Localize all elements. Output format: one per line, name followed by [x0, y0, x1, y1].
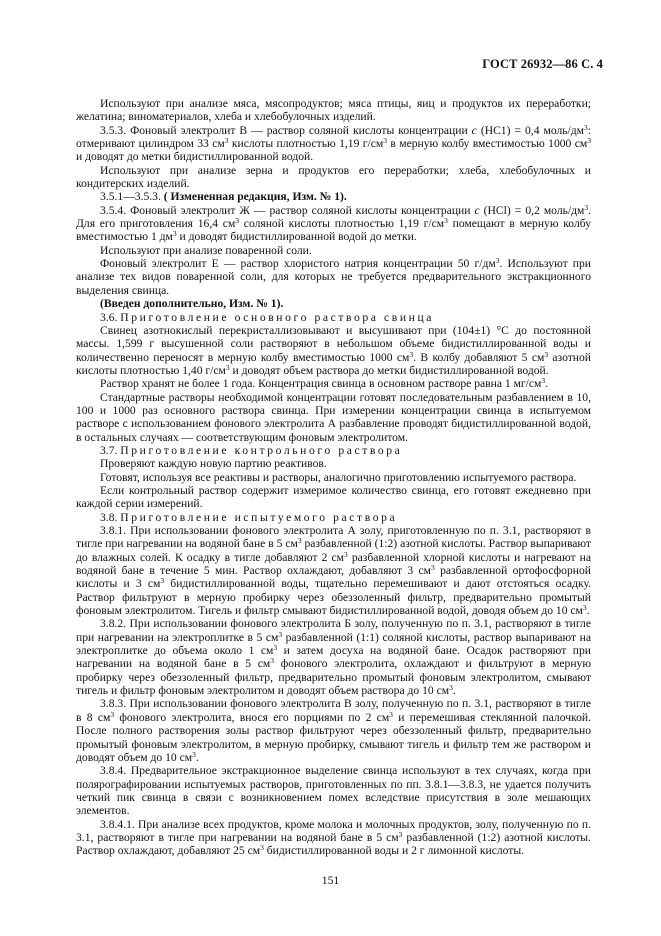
- paragraph: 3.5.3. Фоновый электролит В — раствор соляной кислоты концентрации с (НС1) = 0,4 моль/$дм^3$: отмеривают цилиндром 33 $см^3$ кислоты плотностью 1,19 $г/см^3$ в мерную колбу вместимостью 1000 $см^3$ и доводят до метки бидистиллированной водой.: [76, 122, 591, 164]
- paragraph: Готовят, используя все реактивы и растворы, аналогично приготовлению испытуемого раствора.: [100, 470, 577, 484]
- section-heading: 3.6. Приготовление основного раствора свинца: [100, 310, 435, 324]
- paragraph: Свинец азотнокислый перекристаллизовывают и высушивают при (104±1) °С до постоянной массы. 1,599 г высушенной соли растворяют в небольшом объеме бидистиллированной воды и количественно переносят в мерную колбу вместимостью 1000 $см^3$. В колбу добавляют 5 $см^3$ азотной кислоты плотностью 1,40 $г/см^3$ и доводят объем раствора до метки бидистиллированной водой.: [76, 323, 591, 377]
- paragraph: Используют при анализе зерна и продуктов его переработки; хлеба, хлебобулочных и кондитерских изделий.: [76, 163, 591, 191]
- page-number: 151: [321, 874, 340, 887]
- paragraph: Проверяют каждую новую партию реактивов.: [100, 457, 327, 471]
- paragraph: Стандартные растворы необходимой концентрации готовят последовательным разбавлением в 10, 100 и 1000 раз основного раствора свинца. При измерении концентрации свинца в испытуемом растворе с использованием фонового электролита А разбавление проводят бидистиллированной водой, в остальных случаях — соответствующим фоновым электролитом.: [76, 390, 591, 444]
- section-heading: 3.8. Приготовление испытуемого раствора: [100, 510, 398, 524]
- paragraph: 3.8.2. При использовании фонового электролита Б золу, полученную по п. 3.1, растворяют в тигле при нагревании на электроплитке в 5 $см^3$ разбавленной (1:1) соляной кислоты, раствор выпаривают на электроплитке до объема около 1 $см^3$ и затем досуха на водяной бане. Осадок растворяют при нагревании на водяной бане в 5 $см^3$ фонового электролита, охлаждают и фильтруют в мерную пробирку через обеззоленный фильтр, предварительно промытый фоновым электролитом, смывают тигель и фильтр фоновым электролитом и доводят объем раствора до 10 $см^3$.: [76, 617, 591, 698]
- paragraph: Раствор хранят не более 1 года. Концентрация свинца в основном растворе равна 1 $мг/см^3$.: [100, 376, 549, 391]
- paragraph: 3.8.4.1. При анализе всех продуктов, кроме молока и молочных продуктов, золу, полученную по п. 3.1, растворяют в тигле при нагревании на водяной бане в 5 $см^3$ разбавленной (1:2) азотной кислоты. Раствор охлаждают, добавляют 25 $см^3$ бидистиллированной воды и 2 г лимонной кислоты.: [76, 817, 591, 858]
- paragraph: 3.5.4. Фоновый электролит Ж — раствор соляной кислоты концентрации с (НСl) = 0,2 моль/$дм^3$. Для его приготовления 16,4 $см^3$ соляной кислоты плотностью 1,19 $г/см^3$ помещают в мерную колбу вместимостью 1 $дм^3$ и доводят бидистиллированной водой до метки.: [76, 202, 592, 244]
- paragraph: 3.5.1—3.5.3. ( Измененная редакция, Изм. № 1).: [100, 190, 347, 204]
- paragraph: (Введен дополнительно, Изм. № 1).: [100, 297, 284, 311]
- paragraph: Если контрольный раствор содержит измеримое количество свинца, его готовят ежедневно при каждой серии измерений.: [76, 483, 591, 511]
- paragraph: 3.8.3. При использовании фонового электролита В золу, полученную по п. 3.1, растворяют в тигле в 8 $см^3$ фонового электролита, внося его порциями по 2 $см^3$ и перемешивая стеклянной палочкой. После полного растворения золы раствор фильтруют через обеззоленный фильтр, предварительно промытый фоновым электролитом, в мерную пробирку, смывают тигель и фильтр тем же раствором и доводят объем до 10 $см^3$.: [76, 697, 591, 764]
- paragraph: 3.8.4. Предварительное экстракционное выделение свинца используют в тех случаях, когда при полярографировании испытуемых растворов, приготовленных по пп. 3.8.1—3.8.3, не удается получить четкий пик свинца в связи с возникновением помех вследствие присутствия в золе мешающих элементов.: [76, 764, 591, 818]
- paragraph: Фоновый электролит Е — раствор хлористого натрия концентрации 50 $г/дм^3$. Используют при анализе тех видов поваренной соли, для которых не требуется предварительного экстракционного выделения свинца.: [76, 256, 591, 297]
- document-body: [76, 97, 591, 858]
- section-heading: 3.7. Приготовление контрольного раствора: [100, 443, 403, 457]
- paragraph: Используют при анализе мяса, мясопродуктов; мяса птицы, яиц и продуктов их переработки; желатина; виноматериалов, хлеба и хлебобулочных изделий.: [76, 97, 591, 124]
- paragraph: 3.8.1. При использовании фонового электролита А золу, приготовленную по п. 3.1, растворяют в тигле при нагревании на водяной бане в 5 $см^3$ разбавленной (1:2) азотной кислоты. Раствор выпаривают до влажных солей. К осадку в тигле добавляют 2 $см^3$ разбавленной хлорной кислоты и нагревают на водяной бане в течение 5 мин. Раствор охлаждают, добавляют 3 $см^3$ разбавленной ортофосфорной кислоты и 3 $см^3$ бидистиллированной воды, тщательно перемешивают и дают отстояться осадку. Раствор фильтруют в мерную пробирку через обеззоленный фильтр, предварительно промытый фоновым электролитом. Тигель и фильтр смывают бидистиллированной водой, доводя объем до 10 $см^3$.: [76, 524, 592, 618]
- paragraph: Используют при анализе поваренной соли.: [100, 243, 312, 257]
- page-header: ГОСТ 26932—86 С. 4: [482, 57, 603, 71]
